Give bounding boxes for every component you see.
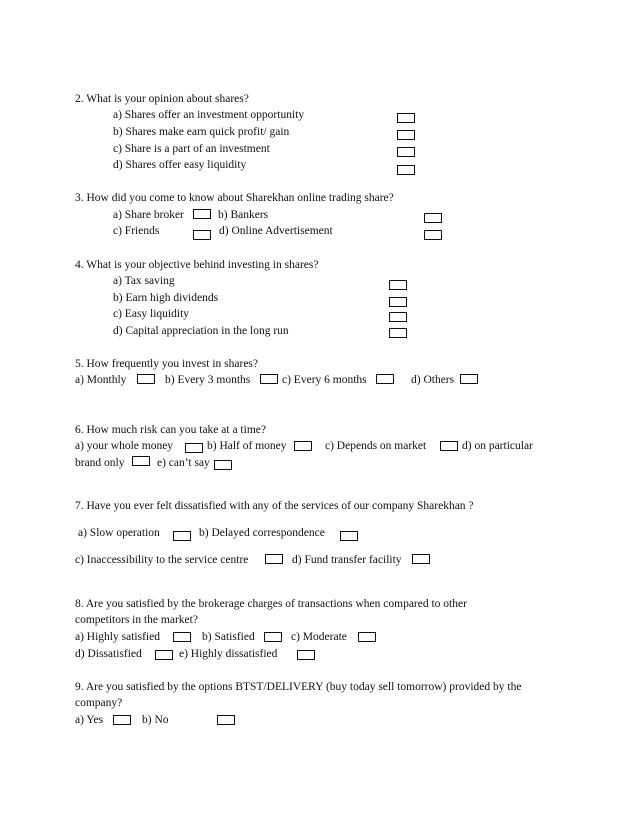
q2-option-c: c) Share is a part of an investment — [113, 143, 270, 155]
q4-checkbox-c[interactable] — [389, 312, 407, 322]
q8-option-b: b) Satisfied — [202, 631, 255, 643]
q8-option-c: c) Moderate — [291, 631, 347, 643]
q2-option-a: a) Shares offer an investment opportunity — [113, 109, 305, 121]
q3-option-d: d) Online Advertisement — [219, 225, 333, 237]
q7-option-b: b) Delayed correspondence — [199, 527, 325, 539]
q7-checkbox-d[interactable] — [412, 554, 430, 564]
q3-question: 3. How did you come to know about Sharekhan online trading share? — [75, 192, 394, 204]
q6-option-d: d) on particular — [462, 440, 533, 452]
q2-checkbox-a[interactable] — [397, 113, 415, 123]
q6-option-d-cont: brand only — [75, 457, 125, 469]
q5-option-c: c) Every 6 months — [282, 374, 367, 386]
q2-checkbox-d[interactable] — [397, 165, 415, 175]
q9-question-line1: 9. Are you satisfied by the options BTST/DELIVERY (buy today sell tomorrow) provided by the — [75, 681, 522, 693]
q7-checkbox-b[interactable] — [340, 531, 358, 541]
q6-checkbox-e[interactable] — [214, 460, 232, 470]
q6-checkbox-c[interactable] — [440, 441, 458, 451]
q6-option-b: b) Half of money — [207, 440, 287, 452]
q6-checkbox-a[interactable] — [185, 443, 203, 453]
q3-checkbox-c[interactable] — [193, 230, 211, 240]
q8-option-d: d) Dissatisfied — [75, 648, 142, 660]
q5-option-d: d) Others — [411, 374, 455, 386]
q9-checkbox-b[interactable] — [217, 715, 235, 725]
q5-checkbox-b[interactable] — [260, 374, 278, 384]
q4-option-c: c) Easy liquidity — [113, 308, 190, 320]
q3-option-b: b) Bankers — [218, 209, 269, 221]
q2-option-d: d) Shares offer easy liquidity — [113, 159, 247, 171]
q7-question: 7. Have you ever felt dissatisfied with any of the services of our company Sharekhan ? — [75, 500, 474, 512]
q6-option-a: a) your whole money — [75, 440, 174, 452]
q8-option-e: e) Highly dissatisfied — [179, 648, 278, 660]
q6-question: 6. How much risk can you take at a time? — [75, 424, 266, 436]
q7-checkbox-a[interactable] — [173, 531, 191, 541]
q6-option-c: c) Depends on market — [325, 440, 427, 452]
q7-option-c: c) Inaccessibility to the service centre — [75, 554, 249, 566]
q9-option-b: b) No — [142, 714, 169, 726]
q5-checkbox-a[interactable] — [137, 374, 155, 384]
q4-checkbox-d[interactable] — [389, 328, 407, 338]
q8-checkbox-a[interactable] — [173, 632, 191, 642]
q7-option-d: d) Fund transfer facility — [292, 554, 402, 566]
q2-checkbox-c[interactable] — [397, 147, 415, 157]
q2-option-b: b) Shares make earn quick profit/ gain — [113, 126, 290, 138]
q5-option-a: a) Monthly — [75, 374, 127, 386]
q8-question-line2: competitors in the market? — [75, 614, 198, 626]
q8-option-a: a) Highly satisfied — [75, 631, 160, 643]
q3-option-a: a) Share broker — [113, 209, 184, 221]
q2-checkbox-b[interactable] — [397, 130, 415, 140]
q5-checkbox-d[interactable] — [460, 374, 478, 384]
q4-checkbox-a[interactable] — [389, 280, 407, 290]
q7-checkbox-c[interactable] — [265, 554, 283, 564]
q2-question: 2. What is your opinion about shares? — [75, 93, 249, 105]
q9-checkbox-a[interactable] — [113, 715, 131, 725]
q5-question: 5. How frequently you invest in shares? — [75, 358, 259, 370]
q4-option-a: a) Tax saving — [113, 275, 175, 287]
q8-checkbox-c[interactable] — [358, 632, 376, 642]
q8-checkbox-b[interactable] — [264, 632, 282, 642]
q3-checkbox-b[interactable] — [424, 213, 442, 223]
q4-option-d: d) Capital appreciation in the long run — [113, 325, 289, 337]
q4-question: 4. What is your objective behind investing in shares? — [75, 259, 319, 271]
q3-checkbox-a[interactable] — [193, 209, 211, 219]
q9-question-line2: company? — [75, 697, 123, 709]
q3-option-c: c) Friends — [113, 225, 160, 237]
q8-checkbox-d[interactable] — [155, 650, 173, 660]
q6-checkbox-d[interactable] — [132, 456, 150, 466]
q3-checkbox-d[interactable] — [424, 230, 442, 240]
q6-checkbox-b[interactable] — [294, 441, 312, 451]
q6-option-e: e) can’t say — [157, 457, 210, 469]
q9-option-a: a) Yes — [75, 714, 104, 726]
q5-option-b: b) Every 3 months — [165, 374, 251, 386]
q8-checkbox-e[interactable] — [297, 650, 315, 660]
q4-option-b: b) Earn high dividends — [113, 292, 219, 304]
q7-option-a: a) Slow operation — [78, 527, 160, 539]
q5-checkbox-c[interactable] — [376, 374, 394, 384]
q4-checkbox-b[interactable] — [389, 297, 407, 307]
q8-question-line1: 8. Are you satisfied by the brokerage charges of transactions when compared to other — [75, 598, 467, 610]
